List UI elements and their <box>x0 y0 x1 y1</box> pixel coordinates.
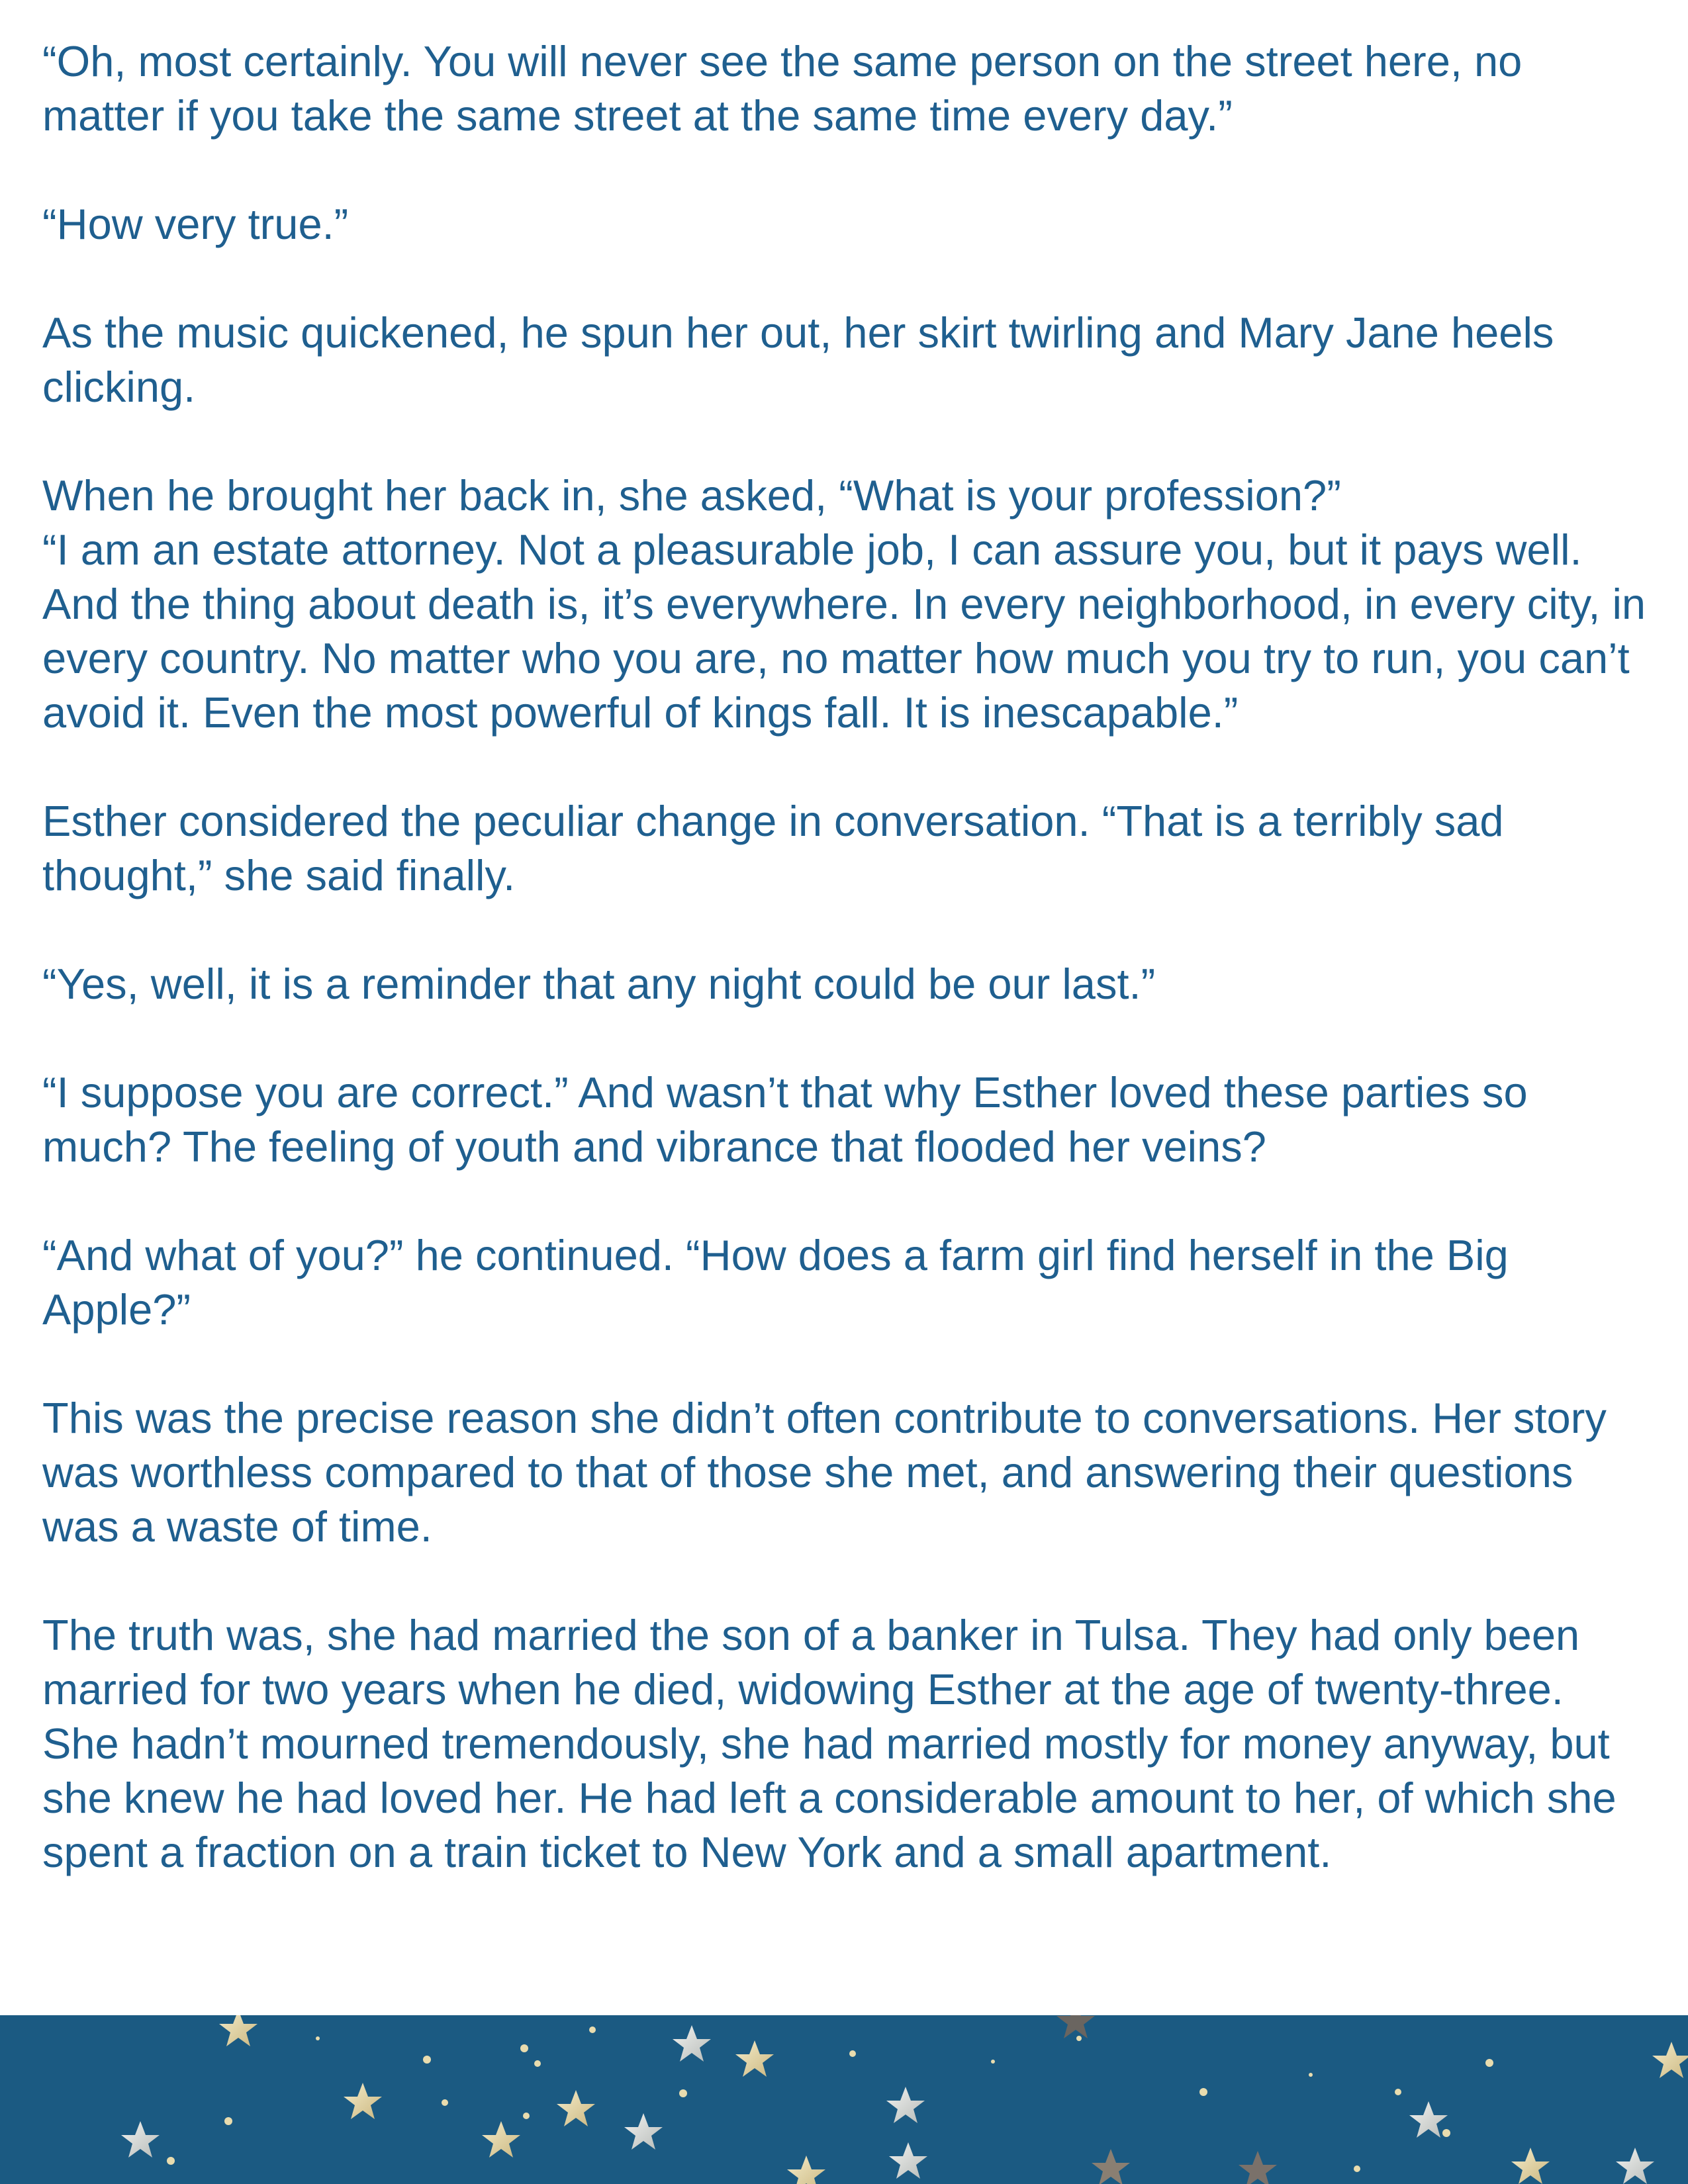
paragraph-11: The truth was, she had married the son of a banker in Tulsa. They had only been married for two years when he died, widowing Esther at the age of twenty-three. She hadn’t mourned tremendously, she had married mostly for money anyway, but she knew he had loved her. He had left a considerable amount to her, of which she spent a fraction on a train ticket to New York and a small apartment. <box>42 1611 1617 1876</box>
paragraph-9: “And what of you?” he continued. “How does a farm girl find herself in the Big Apple?” <box>42 1231 1509 1334</box>
paragraph-2: “How very true.” <box>42 200 349 248</box>
paragraph-8: “I suppose you are correct.” And wasn’t that why Esther loved these parties so much? The feeling of youth and vibrance that flooded her veins? <box>42 1068 1528 1171</box>
paragraph-3: As the music quickened, he spun her out, her skirt twirling and Mary Jane heels clicking. <box>42 308 1554 411</box>
star-icon <box>121 2015 1688 2184</box>
paragraph-6: Esther considered the peculiar change in conversation. “That is a terribly sad thought,” she said finally. <box>42 797 1504 899</box>
story-text <box>42 34 1651 1880</box>
paragraph-5: “I am an estate attorney. Not a pleasurable job, I can assure you, but it pays well. And the thing about death is, it’s everywhere. In every neighborhood, in every city, in every country. No matter who you are, no matter how much you try to run, you can’t avoid it. Even the most powerful of kings fall. It is inescapable.” <box>42 525 1646 737</box>
paragraph-1: “Oh, most certainly. You will never see the same person on the street here, no matter if you take the same street at the same time every day.” <box>42 37 1523 140</box>
paragraph-4: When he brought her back in, she asked, “What is your profession?” <box>42 471 1341 520</box>
starry-footer-band <box>0 2015 1688 2184</box>
star-field-icon <box>0 2015 1688 2184</box>
paragraph-7: “Yes, well, it is a reminder that any night could be our last.” <box>42 960 1156 1008</box>
paragraph-10: This was the precise reason she didn’t often contribute to conversations. Her story was worthless compared to that of those she met, and answering their questions was a waste of time. <box>42 1394 1607 1551</box>
